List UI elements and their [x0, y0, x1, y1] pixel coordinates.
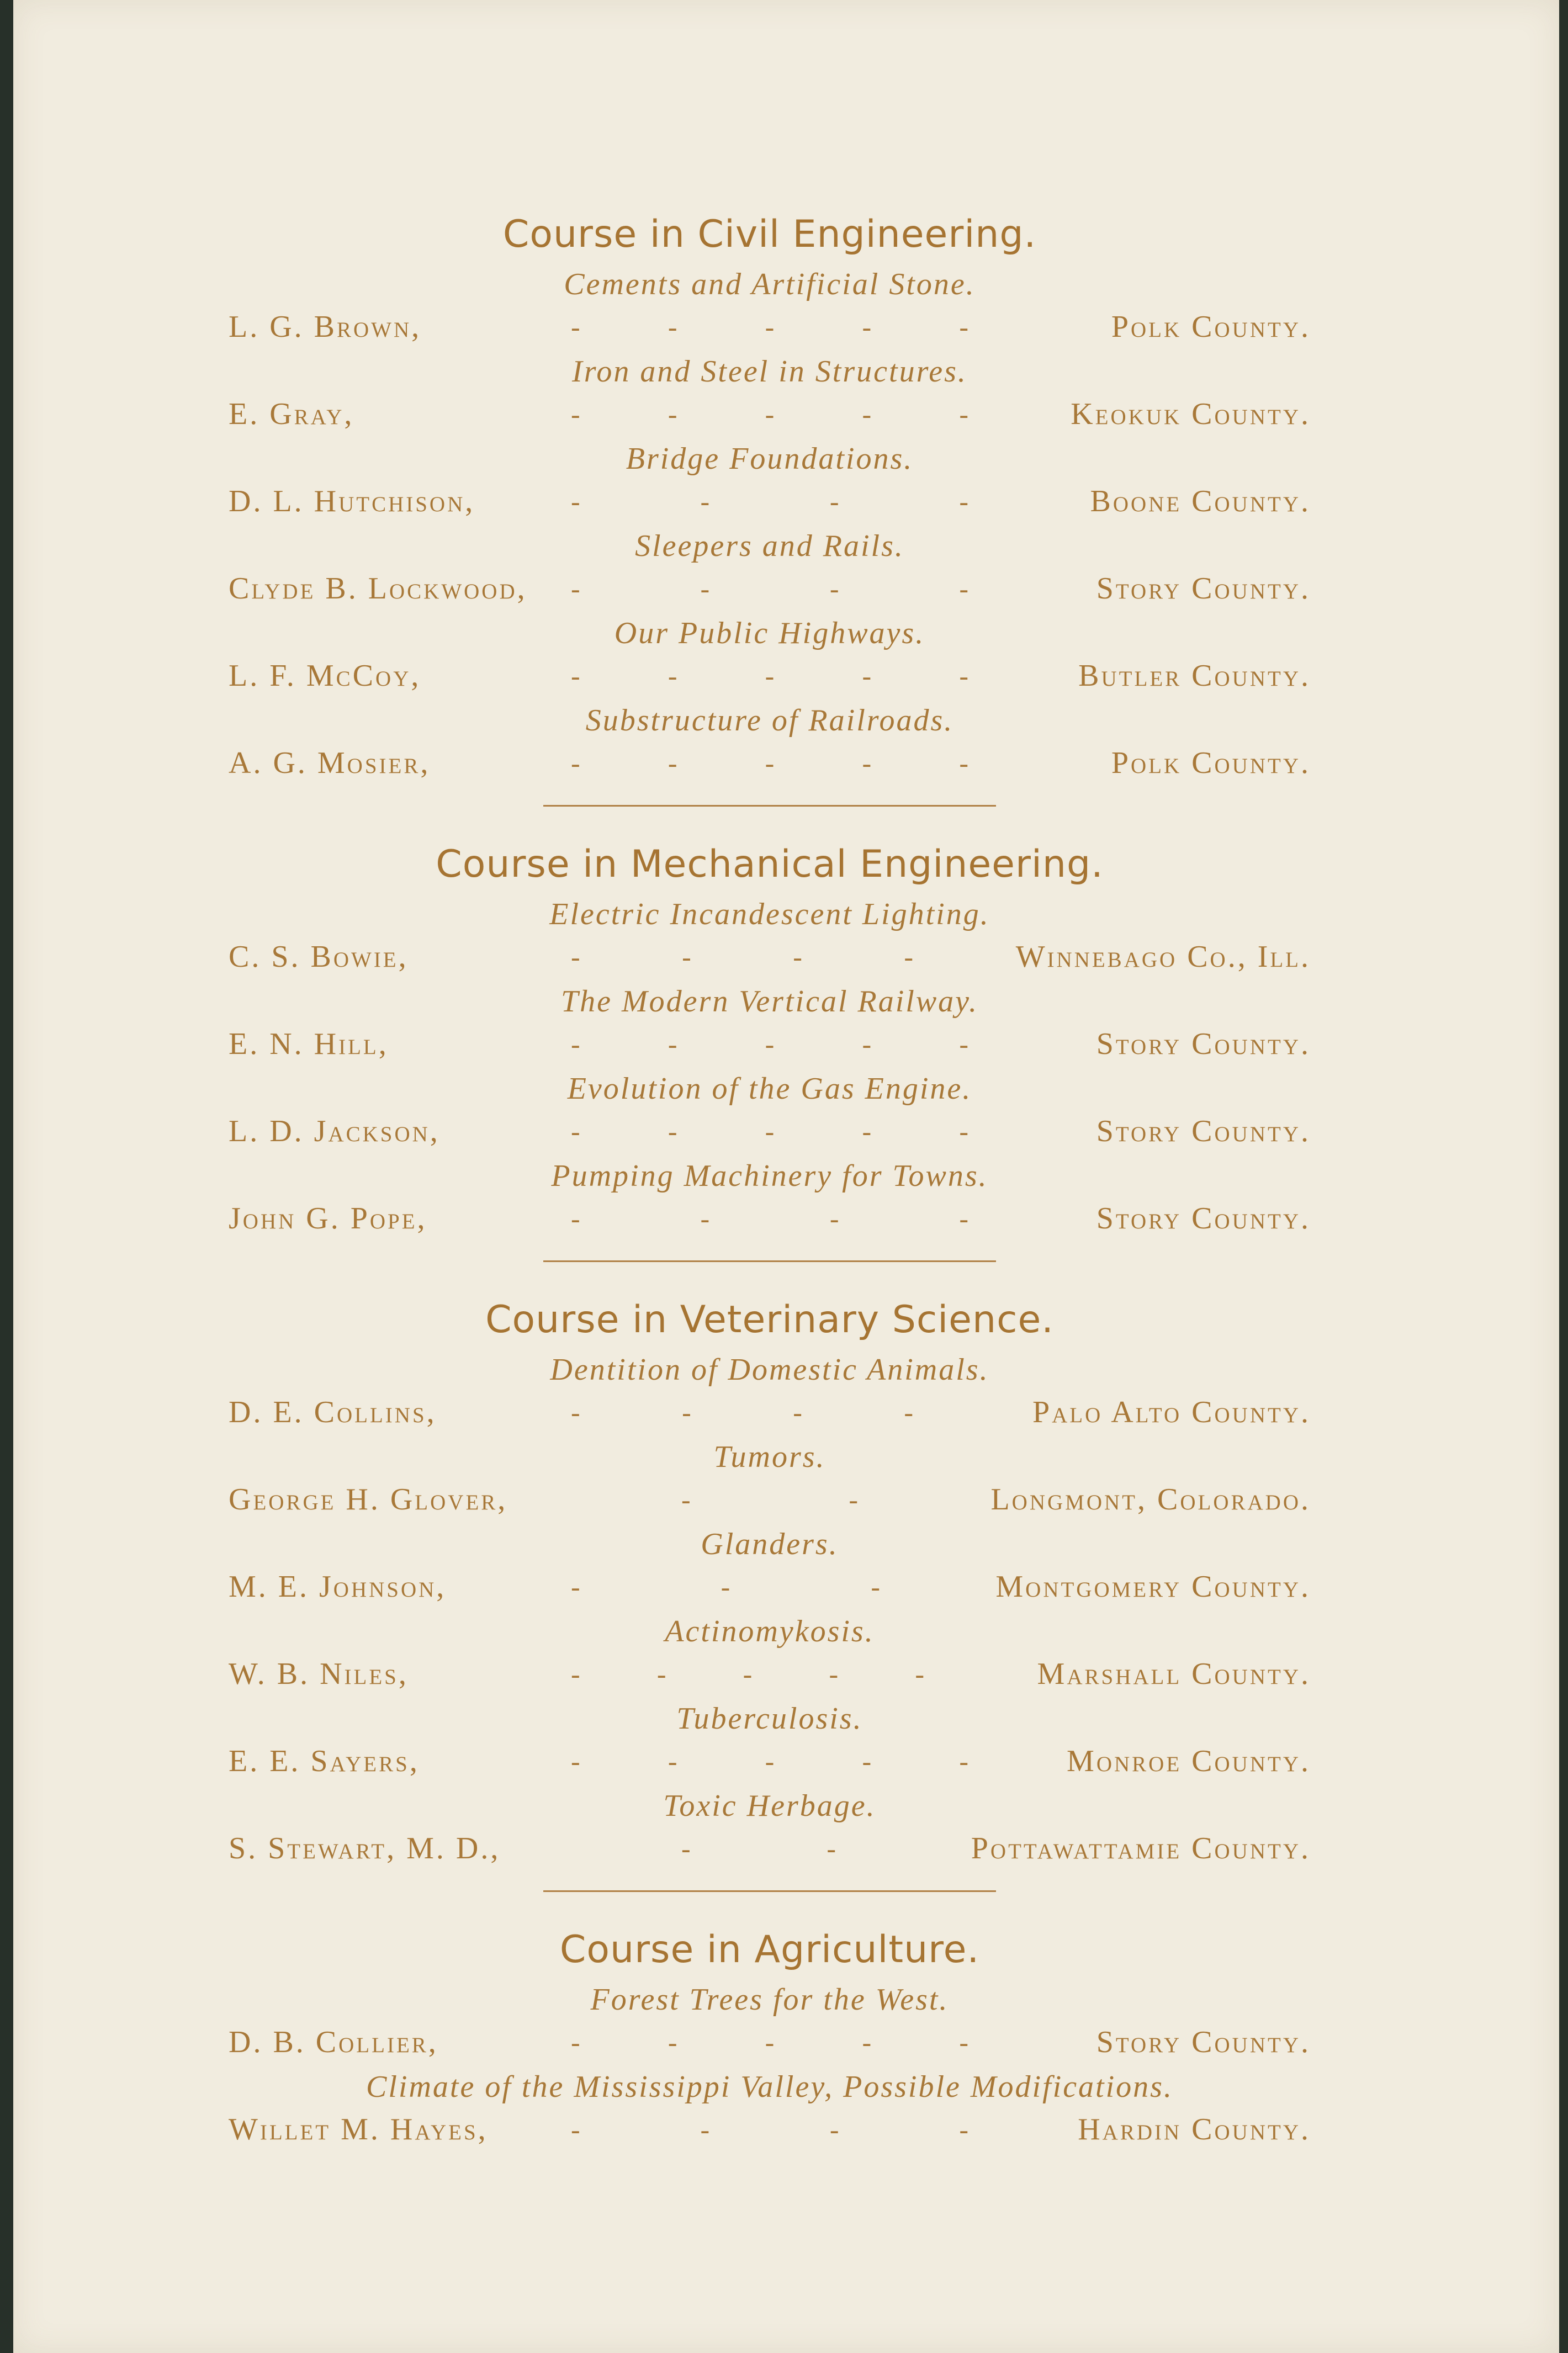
thesis-topic: Bridge Foundations.: [626, 442, 914, 476]
entry: [229, 1157, 1311, 1244]
dash-leader: - - - - -: [571, 311, 968, 342]
section-veterinary-science: [229, 1290, 1311, 1874]
student-name: D. E. Collins,: [229, 1395, 437, 1429]
student-name: L. G. Brown,: [229, 310, 422, 344]
student-county: Longmont, Colorado.: [990, 1482, 1311, 1517]
dash-leader: - - - - -: [571, 660, 968, 691]
thesis-topic: Actinomykosis.: [665, 1614, 875, 1649]
dash-leader: - - - - -: [571, 1116, 968, 1147]
student-county: Polk County.: [1111, 746, 1311, 780]
thesis-topic: Electric Incandescent Lighting.: [549, 897, 990, 931]
entry: [229, 1350, 1311, 1438]
thesis-topic: Dentition of Domestic Animals.: [550, 1353, 989, 1387]
entry: [229, 1612, 1311, 1699]
dash-leader: - - - -: [571, 2114, 968, 2145]
section-heading: Course in Agriculture.: [559, 1928, 980, 1972]
thesis-topic: Cements and Artificial Stone.: [564, 267, 976, 301]
thesis-topic: Tumors.: [713, 1440, 826, 1474]
thesis-topic: Glanders.: [701, 1527, 839, 1561]
student-county: Story County.: [1096, 1201, 1311, 1236]
document-page: [13, 0, 1559, 2353]
section-mechanical-engineering: [229, 834, 1311, 1244]
student-county: Montgomery County.: [995, 1570, 1311, 1604]
entry: [229, 1525, 1311, 1612]
dash-leader: - - - - -: [571, 2027, 968, 2058]
student-name: E. N. Hill,: [229, 1027, 389, 1061]
section-divider: [543, 805, 996, 807]
thesis-topic: Forest Trees for the West.: [590, 1983, 949, 2017]
thesis-topic: The Modern Vertical Railway.: [561, 984, 978, 1019]
student-name: E. Gray,: [229, 397, 354, 431]
student-county: Pottawattamie County.: [971, 1831, 1311, 1866]
dash-leader: - - - -: [571, 1203, 968, 1234]
section-heading: Course in Mechanical Engineering.: [436, 842, 1104, 886]
dash-leader: - - - -: [571, 1397, 913, 1428]
student-name: D. L. Hutchison,: [229, 484, 475, 518]
student-county: Story County.: [1096, 2025, 1311, 2059]
thesis-topic: Climate of the Mississippi Valley, Possible Modifications.: [366, 2070, 1173, 2104]
thesis-topic: Tuberculosis.: [676, 1702, 863, 1736]
thesis-topic: Pumping Machinery for Towns.: [551, 1159, 988, 1193]
student-name: C. S. Bowie,: [229, 940, 409, 974]
student-name: Clyde B. Lockwood,: [229, 571, 527, 606]
student-county: Story County.: [1096, 1114, 1311, 1148]
entry: [229, 439, 1311, 527]
entry: [229, 701, 1311, 788]
entry: [229, 2068, 1311, 2155]
student-county: Monroe County.: [1067, 1744, 1311, 1778]
student-county: Keokuk County.: [1071, 397, 1311, 431]
section-heading: Course in Veterinary Science.: [485, 1298, 1054, 1342]
dash-leader: - - - -: [571, 573, 968, 604]
student-county: Butler County.: [1078, 659, 1311, 693]
student-name: E. E. Sayers,: [229, 1744, 420, 1778]
student-name: S. Stewart, M. D.,: [229, 1831, 501, 1866]
student-county: Marshall County.: [1037, 1657, 1311, 1691]
student-county: Polk County.: [1111, 310, 1311, 344]
thesis-topic: Sleepers and Rails.: [635, 529, 904, 563]
student-name: A. G. Mosier,: [229, 746, 431, 780]
entry: [229, 1438, 1311, 1525]
dash-leader: - - - - -: [571, 748, 968, 778]
entry: [229, 1787, 1311, 1874]
student-county: Palo Alto County.: [1032, 1395, 1311, 1429]
entry: [229, 1699, 1311, 1787]
thesis-topic: Evolution of the Gas Engine.: [567, 1072, 972, 1106]
dash-leader: - -: [681, 1484, 858, 1515]
student-county: Hardin County.: [1078, 2112, 1311, 2147]
section-divider: [543, 1260, 996, 1262]
entry: [229, 614, 1311, 701]
thesis-topic: Toxic Herbage.: [663, 1789, 876, 1823]
student-county: Story County.: [1096, 571, 1311, 606]
section-civil-engineering: [229, 204, 1311, 788]
student-name: L. F. McCoy,: [229, 659, 421, 693]
program-content: [229, 204, 1311, 2155]
student-name: D. B. Collier,: [229, 2025, 438, 2059]
entry: [229, 352, 1311, 439]
section-agriculture: [229, 1920, 1311, 2155]
dash-leader: - - - - -: [571, 1029, 968, 1059]
entry: [229, 527, 1311, 614]
dash-leader: - - - - -: [571, 399, 968, 430]
dash-leader: - - - - -: [571, 1658, 924, 1689]
entry: [229, 1069, 1311, 1157]
entry: [229, 1980, 1311, 2068]
student-county: Boone County.: [1090, 484, 1311, 518]
student-name: John G. Pope,: [229, 1201, 427, 1236]
entry: [229, 265, 1311, 352]
section-divider: [543, 1890, 996, 1892]
thesis-topic: Iron and Steel in Structures.: [572, 354, 967, 389]
dash-leader: - - - - -: [571, 1746, 968, 1777]
student-name: W. B. Niles,: [229, 1657, 409, 1691]
section-heading: Course in Civil Engineering.: [502, 213, 1037, 256]
student-county: Winnebago Co., Ill.: [1015, 940, 1311, 974]
thesis-topic: Substructure of Railroads.: [585, 703, 954, 738]
student-name: George H. Glover,: [229, 1482, 508, 1517]
dash-leader: - - - -: [571, 941, 913, 972]
student-name: M. E. Johnson,: [229, 1570, 447, 1604]
thesis-topic: Our Public Highways.: [614, 616, 925, 650]
entry: [229, 895, 1311, 982]
student-county: Story County.: [1096, 1027, 1311, 1061]
student-name: L. D. Jackson,: [229, 1114, 440, 1148]
student-name: Willet M. Hayes,: [229, 2112, 488, 2147]
entry: [229, 982, 1311, 1069]
dash-leader: - - -: [571, 1571, 880, 1602]
dash-leader: - -: [681, 1833, 836, 1864]
dash-leader: - - - -: [571, 486, 968, 517]
